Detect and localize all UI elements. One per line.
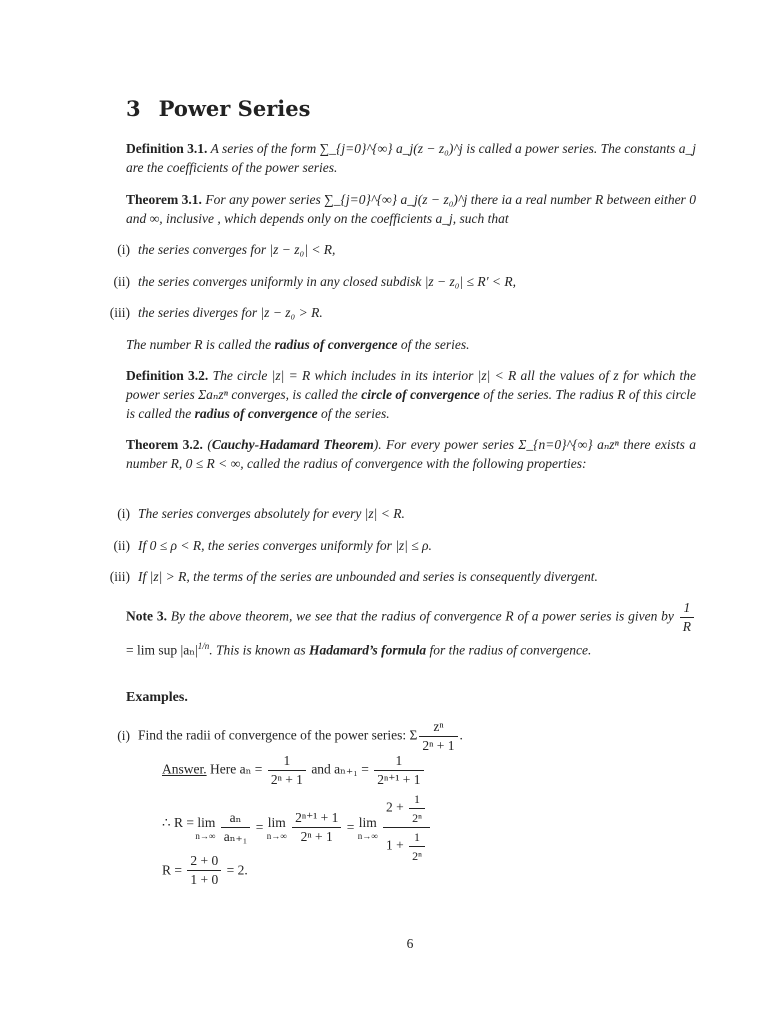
an1-fraction bbox=[374, 752, 423, 789]
note-text: . This is known as bbox=[209, 642, 306, 658]
fraction-denominator: 2ⁿ + 1 bbox=[300, 829, 333, 844]
theorem-text: For any power series ∑_{j=0}^{∞} a_j(z − z₀)^j there ia a real number R between either 0 and ∞, inclusive , which depends only on the coefficients a_j, such that bbox=[126, 192, 696, 226]
compound-term: 2 + bbox=[386, 799, 404, 815]
definition-text: of the series. The radius R of this circle is called the bbox=[126, 387, 697, 421]
series-fraction bbox=[419, 718, 457, 755]
fraction-numerator: 1 bbox=[268, 752, 306, 771]
definition-3-2 bbox=[126, 366, 696, 423]
example-question: Find the radii of convergence of the power series: Σ bbox=[138, 727, 418, 743]
list-item bbox=[100, 272, 516, 291]
limit-subscript: n→∞ bbox=[266, 830, 287, 841]
definition-text: of the series. bbox=[320, 406, 390, 421]
definition-bold: radius of convergence bbox=[194, 406, 318, 421]
theorem-3-1 bbox=[126, 190, 696, 228]
compound-term: 1 + bbox=[386, 837, 404, 853]
fraction-denominator: 2ⁿ + 1 bbox=[422, 738, 455, 753]
fraction-numerator: 2 + 0 bbox=[187, 852, 221, 871]
inner-fraction bbox=[409, 828, 425, 865]
theorem-name-close: ). bbox=[373, 437, 382, 452]
limit-block bbox=[162, 815, 215, 841]
fraction-numerator: 1 bbox=[409, 828, 425, 847]
fraction-denominator: 2ⁿ⁺¹ + 1 bbox=[377, 772, 421, 787]
equals-sign: = bbox=[346, 819, 355, 835]
example-item bbox=[100, 718, 463, 755]
section-number: 3 bbox=[126, 96, 141, 121]
ratio-fraction-2 bbox=[292, 809, 341, 846]
list-item bbox=[100, 504, 405, 523]
definition-label: Definition 3.2. bbox=[126, 368, 209, 383]
list-item bbox=[100, 240, 335, 259]
remark-text-end: of the series. bbox=[400, 337, 470, 352]
fraction-denominator: 1 + 0 bbox=[190, 872, 219, 887]
limit-subscript: n→∞ bbox=[357, 830, 378, 841]
theorem-text: For every power series Σ_{n=0}^{∞} aₙzⁿ there exists a number R, 0 ≤ R < ∞, called the radius of convergence with the following properties: bbox=[126, 437, 697, 471]
item-index: (iii) bbox=[109, 305, 130, 320]
theorem-3-2 bbox=[126, 435, 696, 473]
item-text: the series diverges for |z − z₀ > R. bbox=[138, 305, 323, 320]
theorem-name-open: ( bbox=[207, 437, 212, 452]
item-index: (i) bbox=[117, 506, 130, 521]
examples-heading: Examples. bbox=[126, 690, 188, 705]
fraction-denominator: R bbox=[682, 619, 691, 634]
item-text: The series converges absolutely for every |z| < R. bbox=[138, 506, 405, 521]
list-item bbox=[100, 303, 323, 322]
item-text: If |z| > R, the terms of the series are unbounded and series is consequently divergent. bbox=[138, 569, 598, 584]
fraction-numerator: zⁿ bbox=[419, 718, 457, 737]
final-result bbox=[162, 852, 248, 889]
fraction-numerator: 1 bbox=[409, 790, 425, 809]
answer-label: Answer. bbox=[162, 761, 207, 777]
item-index: (i) bbox=[117, 727, 130, 743]
fraction-numerator: 1 bbox=[680, 599, 694, 618]
equals-sign: = bbox=[255, 819, 264, 835]
compound-fraction bbox=[383, 790, 430, 865]
remark-text: The number R is called the bbox=[126, 337, 272, 352]
item-index: (ii) bbox=[113, 538, 130, 553]
definition-text: A series of the form ∑_{j=0}^{∞} a_j(z − z₀)^j is called a power series. The constants a_j are the coefficients of the power series. bbox=[126, 141, 696, 175]
definition-3-1 bbox=[126, 139, 696, 177]
answer-text: and aₙ₊₁ = bbox=[311, 761, 369, 777]
item-text: If 0 ≤ ρ < R, the series converges uniformly for |z| ≤ ρ. bbox=[138, 538, 432, 553]
page-number: 6 bbox=[406, 936, 414, 951]
list-item bbox=[100, 536, 432, 555]
result-rhs: = 2. bbox=[226, 862, 248, 878]
fraction-numerator: 2ⁿ⁺¹ + 1 bbox=[292, 809, 341, 828]
limit-block: lim n→∞ bbox=[357, 814, 378, 841]
inner-fraction bbox=[409, 790, 425, 827]
compound-denominator bbox=[383, 828, 430, 865]
note-bold: Hadamard’s formula bbox=[309, 642, 427, 658]
theorem-3-1-remark bbox=[126, 335, 696, 354]
item-index: (iii) bbox=[109, 569, 130, 584]
definition-label: Definition 3.1. bbox=[126, 141, 208, 156]
answer-line bbox=[162, 752, 426, 789]
fraction-numerator: 1 bbox=[374, 752, 423, 771]
answer-text: Here aₙ = bbox=[210, 761, 263, 777]
an-fraction bbox=[268, 752, 306, 789]
limit-block: lim n→∞ bbox=[266, 814, 287, 841]
section-title: Power Series bbox=[158, 96, 311, 121]
formula-rhs: = lim sup |aₙ| bbox=[126, 642, 198, 658]
example-period: . bbox=[459, 727, 463, 743]
result-lhs: R = bbox=[162, 862, 182, 878]
definition-bold: circle of convergence bbox=[361, 387, 480, 402]
ratio-fraction bbox=[221, 809, 251, 846]
theorem-label: Theorem 3.1. bbox=[126, 192, 202, 207]
note-text: for the radius of convergence. bbox=[429, 642, 592, 658]
compound-numerator bbox=[383, 790, 430, 828]
formula-exponent: 1/n bbox=[197, 641, 210, 651]
note-text: By the above theorem, we see that the radius of convergence R of a power series is given by bbox=[170, 608, 674, 624]
fraction-denominator: 2ⁿ bbox=[412, 811, 422, 825]
result-fraction bbox=[187, 852, 221, 889]
item-index: (i) bbox=[117, 242, 130, 257]
list-item bbox=[100, 567, 598, 586]
fraction-denominator: aₙ₊₁ bbox=[223, 829, 248, 844]
item-index: (ii) bbox=[113, 274, 130, 289]
formula-fraction bbox=[680, 599, 694, 636]
note-label: Note 3. bbox=[126, 608, 167, 624]
fraction-numerator: aₙ bbox=[221, 809, 251, 828]
item-text: the series converges for |z − z₀| < R, bbox=[138, 242, 336, 257]
theorem-label: Theorem 3.2. bbox=[126, 437, 203, 452]
theorem-name: Cauchy-Hadamard Theorem bbox=[211, 437, 374, 452]
therefore-text: ∴ R = lim bbox=[162, 814, 216, 830]
limit-subscript: n→∞ bbox=[195, 830, 216, 841]
fraction-denominator: 2ⁿ + 1 bbox=[270, 772, 303, 787]
remark-bold: radius of convergence bbox=[274, 337, 398, 352]
definition-text: The circle |z| = R which includes in its interior |z| < R all the values of z for which the power series Σaₙzⁿ converges, is called the bbox=[126, 368, 697, 402]
section-heading bbox=[126, 96, 310, 121]
item-text: the series converges uniformly in any closed subdisk |z − z₀| ≤ R′ < R, bbox=[138, 274, 517, 289]
note-3 bbox=[126, 599, 696, 661]
fraction-denominator: 2ⁿ bbox=[412, 849, 422, 863]
